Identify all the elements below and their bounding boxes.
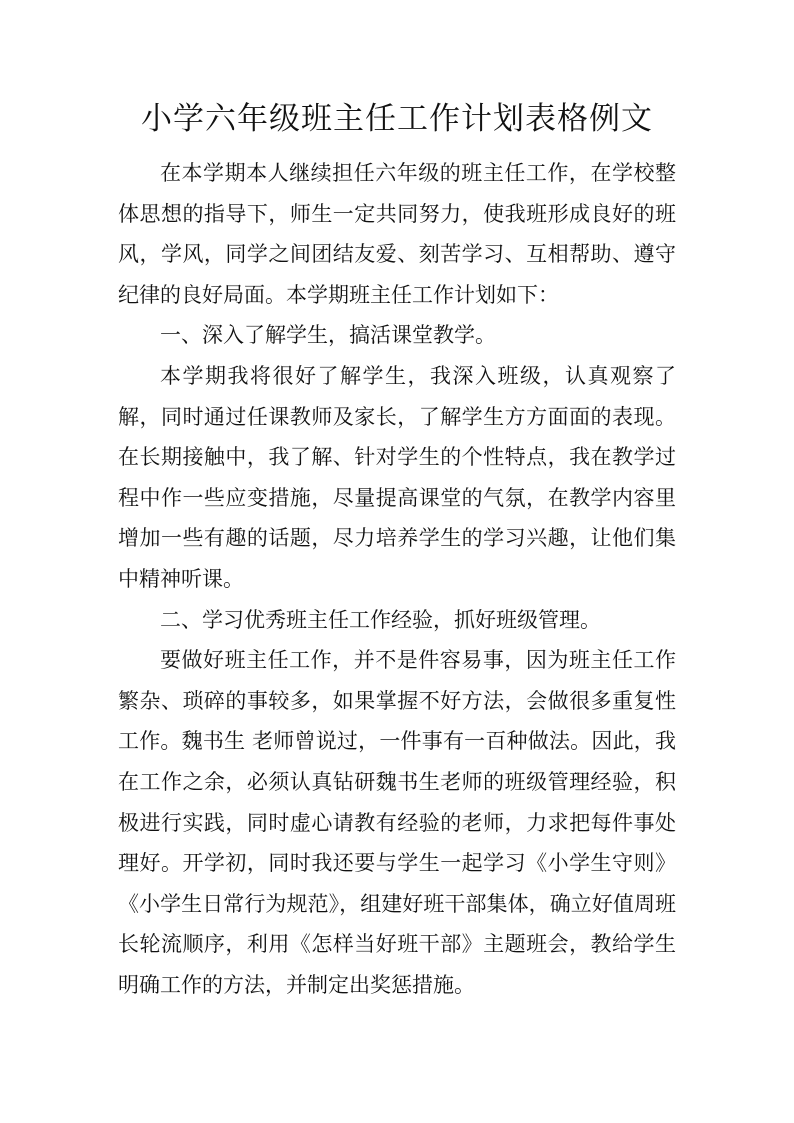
section-heading-2: 二、学习优秀班主任工作经验，抓好班级管理。: [160, 607, 601, 632]
document-title: 小学六年级班主任工作计划表格例文: [141, 101, 653, 137]
section-1-paragraph: 本学期我将很好了解学生，我深入班级，认真观察了解，同时通过任课教师及家长，了解学生方方面面的表现。在长期接触中，我了解、针对学生的个性特点，我在教学过程中作一些应变措施，尽量提高课堂的气氛，在教学内容里增加一些有趣的话题，尽力培养学生的学习兴趣，让他们集中精神听课。: [118, 363, 676, 591]
section-heading-1: 一、深入了解学生，搞活课堂教学。: [160, 323, 496, 348]
section-2-paragraph: 要做好班主任工作，并不是件容易事，因为班主任工作繁杂、琐碎的事较多，如果掌握不好方法，会做很多重复性工作。魏书生 老师曾说过，一件事有一百种做法。因此，我在工作之余，必须认真钻研魏书生老师的班级管理经验，积极进行实践，同时虚心请教有经验的老师，力求把每件事处理好。开学初，同时我还要与学生一起学习《小学生守则》《小学生日常行为规范》，组建好班干部集体，确立好值周班长轮流顺序，利用《怎样当好班干部》主题班会，教给学生明确工作的方法，并制定出奖惩措施。: [118, 648, 676, 997]
intro-paragraph: 在本学期本人继续担任六年级的班主任工作，在学校整体思想的指导下，师生一定共同努力，使我班形成良好的班风，学风，同学之间团结友爱、刻苦学习、互相帮助、遵守纪律的良好局面。本学期班主任工作计划如下：: [118, 161, 676, 307]
document-body: [118, 153, 676, 1005]
